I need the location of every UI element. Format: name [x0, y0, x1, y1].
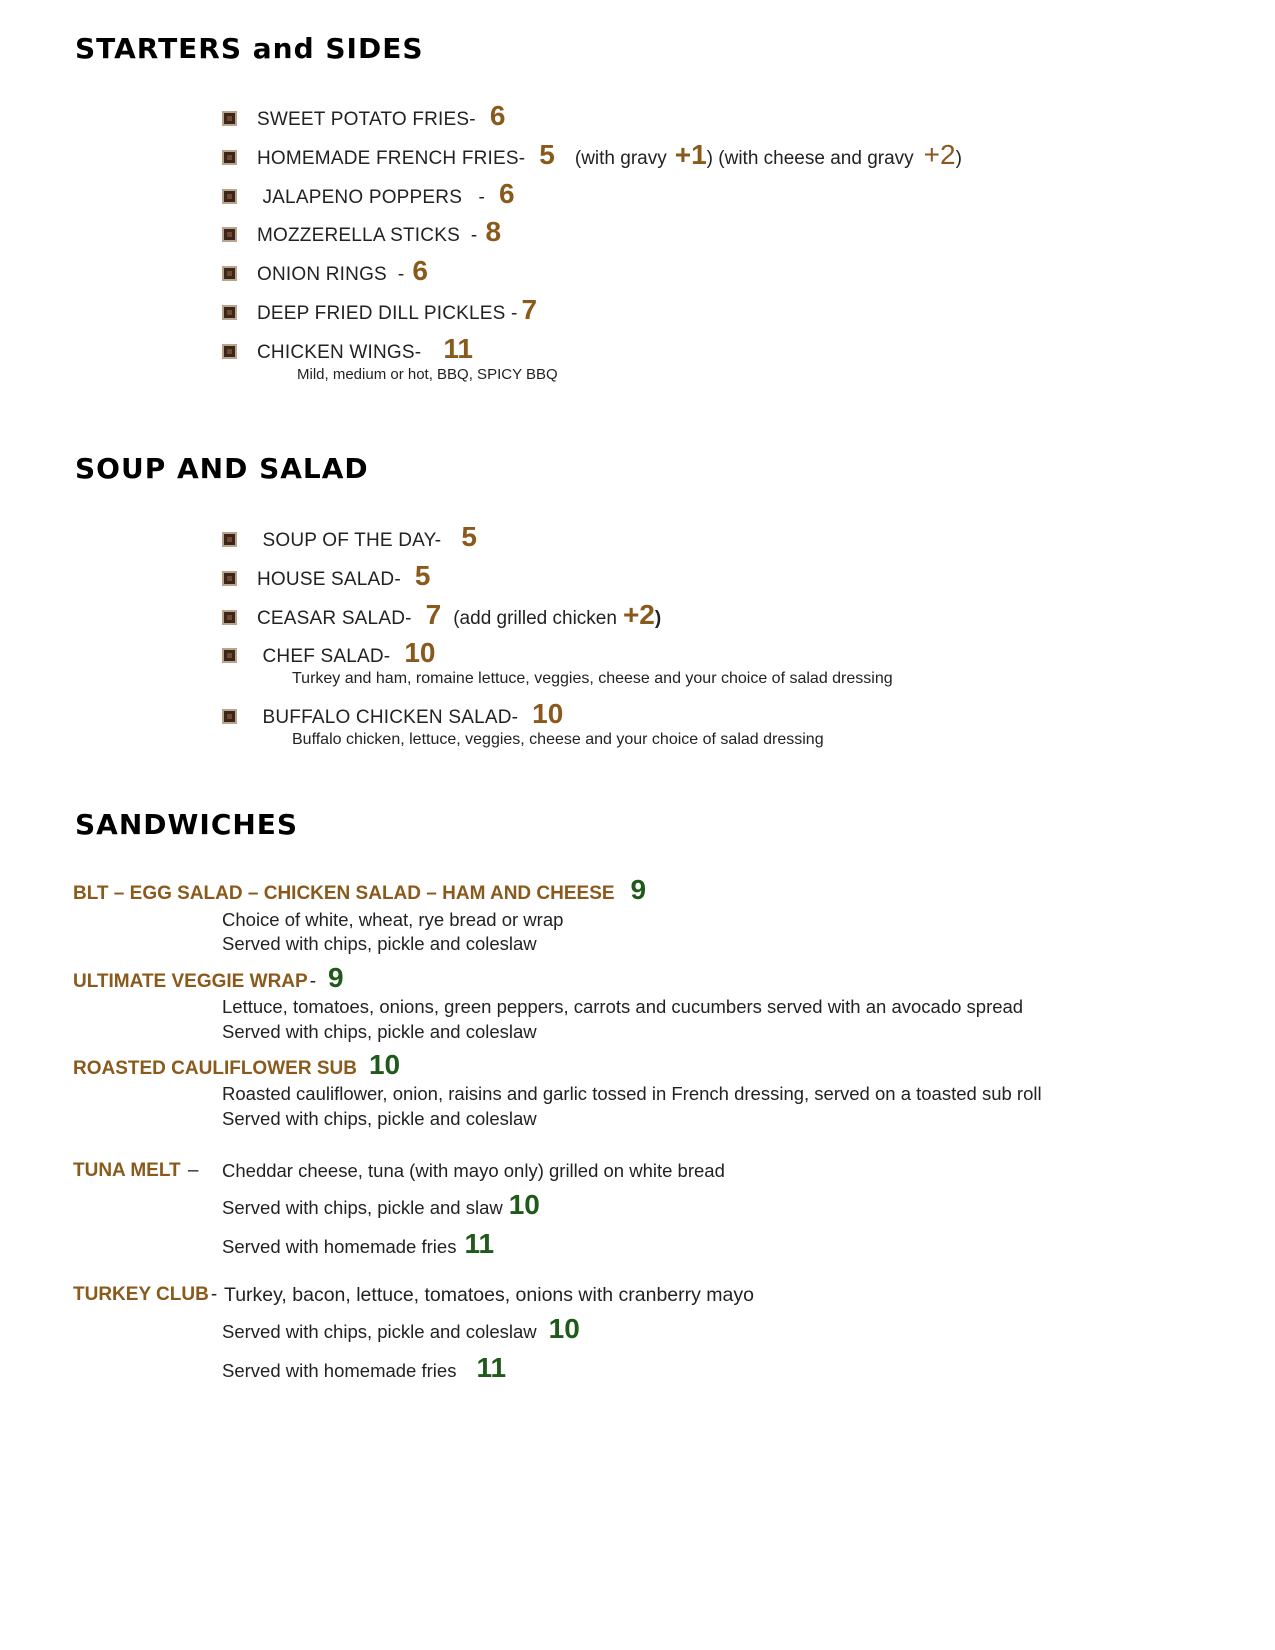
option-text: (with gravy: [574, 148, 667, 169]
square-bullet-icon: [222, 344, 237, 359]
item-price: 7: [425, 599, 442, 630]
square-bullet-icon: [222, 150, 237, 165]
sandwich-option-fries: [222, 1228, 494, 1260]
sandwich-description: Cheddar cheese, tuna (with mayo only) grilled on white bread: [222, 1160, 725, 1181]
sandwich-name: BLT – EGG SALAD – CHICKEN SALAD – HAM AND CHEESE: [73, 883, 615, 904]
option-price: +2: [923, 139, 956, 170]
menu-item-chicken-wings: [222, 333, 473, 367]
menu-item-mozzerella-sticks: [222, 216, 501, 250]
item-price: 6: [489, 100, 506, 131]
item-label: SOUP OF THE DAY-: [257, 530, 442, 551]
item-description: Mild, medium or hot, BBQ, SPICY BBQ: [297, 366, 558, 383]
item-price: 10: [532, 698, 564, 729]
menu-item-jalapeno-poppers: [222, 178, 515, 212]
sandwich-name: TUNA MELT: [73, 1160, 181, 1181]
sandwich-option-fries: [222, 1352, 506, 1384]
option-price: 10: [508, 1189, 540, 1220]
option-text: ) (with cheese and gravy: [706, 148, 914, 169]
option-text: Served with chips, pickle and coleslaw: [222, 1321, 537, 1342]
item-label: BUFFALO CHICKEN SALAD-: [257, 707, 519, 728]
menu-item-buffalo-chicken-salad: [222, 698, 563, 732]
sandwich-price: 10: [368, 1049, 401, 1080]
sandwich-roasted-cauliflower-sub: [73, 1049, 400, 1081]
square-bullet-icon: [222, 189, 237, 204]
option-price: +2: [622, 599, 655, 630]
option-text: Served with homemade fries: [222, 1360, 457, 1381]
square-bullet-icon: [222, 266, 237, 281]
square-bullet-icon: [222, 227, 237, 242]
section-title-soup-salad: SOUP AND SALAD: [75, 452, 369, 485]
menu-item-sweet-potato-fries: [222, 100, 505, 134]
item-price: 5: [539, 139, 555, 170]
item-label: HOUSE SALAD-: [257, 569, 401, 590]
sandwich-price: 9: [630, 874, 647, 905]
name-dash: -: [210, 1284, 218, 1305]
section-title-sandwiches: SANDWICHES: [75, 808, 299, 841]
item-description: Buffalo chicken, lettuce, veggies, cheese and your choice of salad dressing: [292, 731, 824, 748]
item-price: 6: [412, 255, 428, 286]
square-bullet-icon: [222, 571, 237, 586]
sandwich-veggie-wrap: [73, 962, 344, 994]
sandwich-blt-combo: [73, 874, 646, 906]
close-paren: ): [654, 608, 662, 629]
item-label: HOMEMADE FRENCH FRIES-: [257, 148, 526, 169]
square-bullet-icon: [222, 709, 237, 724]
menu-item-onion-rings: [222, 255, 428, 289]
sandwich-description: Choice of white, wheat, rye bread or wrap: [222, 909, 564, 930]
item-price: 10: [404, 637, 436, 668]
name-dash: –: [182, 1160, 199, 1181]
sandwich-name: ROASTED CAULIFLOWER SUB: [73, 1058, 357, 1079]
item-price: 7: [521, 294, 538, 325]
option-price: 11: [464, 1228, 495, 1259]
option-text: Served with chips, pickle and slaw: [222, 1197, 503, 1218]
sandwich-description: Lettuce, tomatoes, onions, green peppers, carrots and cucumbers served with an avocado spread: [222, 996, 1024, 1017]
item-label: CHICKEN WINGS-: [257, 342, 422, 363]
section-title-starters: STARTERS and SIDES: [75, 32, 424, 65]
sandwich-option-chips: [222, 1189, 540, 1221]
sandwich-price: 9: [328, 962, 344, 993]
item-price: 5: [414, 560, 431, 591]
sandwich-turkey-club: [73, 1284, 217, 1306]
option-price: 11: [476, 1352, 507, 1383]
menu-item-soup-of-the-day: [222, 521, 477, 555]
item-label: DEEP FRIED DILL PICKLES -: [257, 303, 518, 324]
item-price: 6: [499, 178, 515, 209]
sandwich-description: Served with chips, pickle and coleslaw: [222, 933, 537, 954]
item-price: 8: [485, 216, 502, 247]
square-bullet-icon: [222, 610, 237, 625]
name-dash: -: [309, 971, 317, 992]
sandwich-name: TURKEY CLUB: [73, 1284, 209, 1305]
option-text: Served with homemade fries: [222, 1236, 457, 1257]
item-label: CEASAR SALAD-: [257, 608, 412, 629]
square-bullet-icon: [222, 111, 237, 126]
item-label: ONION RINGS -: [257, 264, 405, 285]
item-price: 5: [461, 521, 477, 552]
sandwich-tuna-melt: [73, 1160, 199, 1182]
item-description: Turkey and ham, romaine lettuce, veggies, cheese and your choice of salad dressing: [292, 670, 893, 687]
option-text: (add grilled chicken: [453, 608, 617, 629]
option-price: 10: [548, 1313, 580, 1344]
menu-item-chef-salad: [222, 637, 435, 671]
menu-item-ceasar-salad: [222, 599, 661, 633]
menu-item-dill-pickles: [222, 294, 537, 328]
item-label: MOZZERELLA STICKS -: [257, 225, 478, 246]
sandwich-option-chips: [222, 1313, 580, 1345]
item-label: SWEET POTATO FRIES-: [257, 109, 476, 130]
sandwich-description: Served with chips, pickle and coleslaw: [222, 1021, 537, 1042]
option-price: +1: [674, 139, 707, 170]
square-bullet-icon: [222, 305, 237, 320]
menu-item-house-salad: [222, 560, 430, 594]
square-bullet-icon: [222, 532, 237, 547]
sandwich-description: Turkey, bacon, lettuce, tomatoes, onions with cranberry mayo: [224, 1284, 754, 1306]
item-price: 11: [443, 333, 473, 364]
item-label: CHEF SALAD-: [257, 646, 391, 667]
menu-item-french-fries: [222, 139, 962, 173]
close-paren: ): [955, 148, 962, 169]
sandwich-description: Roasted cauliflower, onion, raisins and garlic tossed in French dressing, served on a toasted sub roll: [222, 1083, 1042, 1104]
item-label: JALAPENO POPPERS -: [257, 187, 486, 208]
sandwich-name: ULTIMATE VEGGIE WRAP: [73, 971, 308, 992]
sandwich-description: Served with chips, pickle and coleslaw: [222, 1108, 537, 1129]
square-bullet-icon: [222, 648, 237, 663]
